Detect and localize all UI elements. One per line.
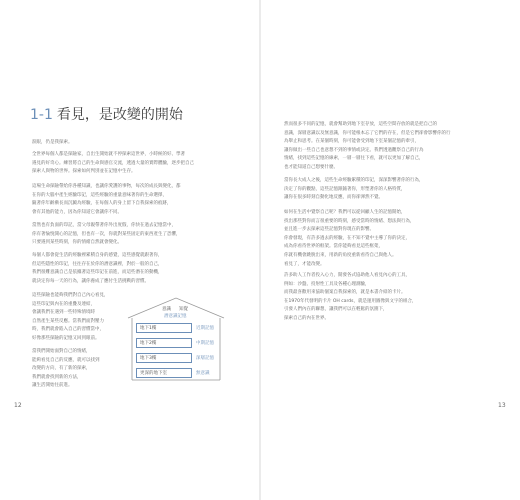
text-line: 但這些隱性的印記，往往存在於你的潛意識裡，對於一般的自己， (32, 261, 163, 267)
text-line: 為舉止和思考。在某個時刻，你可能會受到地下室某個記憶的牽引， (284, 139, 419, 145)
paragraph (32, 348, 120, 391)
text-line: 淚眼，仍是我探索。 (32, 140, 73, 145)
text-line: 改變的方向，有了新的探索， (32, 366, 91, 372)
text-line: 能夠看見自己的反應，就可以找到 (32, 357, 100, 363)
text-line: 許多助人工作者投入心力，開發各式協助他人看見內心的工具， (284, 273, 410, 278)
text-line: 自然產生某些反應。當我們面對壓力 (32, 318, 104, 324)
text-line: 會讓我們在遇到一些特殊情境時 (32, 310, 95, 316)
text-line: 就決定你每一天的行為，讓你養成了應付生活挑戰的習慣。 (32, 278, 149, 284)
floor-label: 地下1樓 (140, 326, 157, 331)
memory-house-diagram (124, 296, 228, 382)
text-line: 讓生活開始往前進。 (32, 383, 73, 389)
text-line: 當你長大成人之後，這些生命經驗累積的印記，深深影響著你的行為， (284, 178, 424, 183)
text-line: 我們就會找到新的方法， (32, 374, 82, 380)
text-line: 這些印記與內在的重疊及連結， (32, 301, 95, 307)
floor-box-3 (136, 353, 192, 363)
text-line: 只要遇到某些時刻，你的情緒自然就會變化。 (32, 240, 122, 246)
text-line: 時，我們就會陷入自己的習慣當中， (32, 327, 104, 333)
text-line: 當然也有負面的印記，當父母親帶著你外出度假，你快在過去記憶當中， (32, 223, 176, 228)
floor-tag: 近期記憶 (196, 326, 214, 331)
text-line: 當我們開始面對自己的情緒， (32, 349, 91, 354)
paragraph (32, 292, 120, 344)
text-line: 找出那些對你而言很重要的時刻，感受當時的情緒、想法與行為， (284, 218, 415, 224)
paragraph (32, 151, 232, 177)
paragraph (32, 183, 232, 217)
floor-tag: 無意識 (196, 371, 210, 376)
paragraph (284, 177, 490, 203)
text-line: 探索自己的內在世界。 (284, 315, 329, 321)
text-line: 在1970年代發明的卡片 OH cards，就是運用圖像與文字的組合， (284, 298, 417, 304)
text-line: 每個人都會從生活的經驗裡累積自身的感覺，這些感覺就跟著你， (32, 253, 163, 258)
floor-label: 地下2樓 (140, 341, 157, 346)
text-line: 這些探險也能夠我們對自己內心看見， (32, 293, 109, 298)
text-line: 探索人與物的世界。探索如何判別並在記憶中生存。 (32, 169, 136, 175)
text-line: 你就有機會跳脫出來，用新的角度重新看待自己與他人。 (284, 252, 397, 258)
text-line: 你會發現，有許多過去的經驗，在不知不覺中主導了你的決定， (284, 235, 410, 241)
text-line: 例如：沙盤、投射性工具及各種心理測驗， (284, 281, 370, 287)
roof-label: 知覺 (179, 307, 188, 312)
text-line: 你有著愉悅開心的記憶，但也有一次，你就對某些固定的東西產生了恐懼， (32, 231, 181, 237)
text-line: 遇見的好奇心。練習將自己的生命與感官交流，透過大量的實際體驗，逐步把自己 (32, 160, 194, 166)
text-line: 而我最喜歡用來協助個案自我探索的，就是本書介紹的卡片。 (284, 290, 406, 296)
text-line: 看見了，才能改變。 (284, 261, 325, 267)
diagram-header: 潛意識記憶 (164, 314, 187, 319)
chapter-heading: 看見，是改變的開始 (56, 107, 183, 123)
floor-box-4 (136, 368, 192, 378)
text-line: 在你的大腦中產生經驗印記，這些經驗的重量意味著你的生命選擇， (32, 192, 167, 198)
text-line: 讓你在很多時刻自動化地反應，而你卻渾然不覺。 (284, 195, 383, 201)
text-line: 成為你看待世界的框架。當你能夠看見這些框架， (284, 244, 383, 250)
floor-label: 更深的地下室 (140, 371, 167, 376)
text-line: 情緒，找到這些記憶的線索，一層一層往下看，就可以更加了解自己， (284, 156, 424, 162)
text-line: 這場生命探險帶給你各種知識，也讓你愛護的事物，每次的成長與變化，都 (32, 184, 181, 189)
paragraph (284, 209, 490, 269)
text-line: 好像那些探險的記憶又回到眼前。 (32, 335, 100, 341)
right-page (260, 0, 520, 500)
floor-box-1 (136, 323, 192, 333)
paragraph (32, 139, 232, 148)
text-line: 全世界每個人都是探險家，自出生開始就不停探索這世界，小時候的好、學著 (32, 152, 185, 157)
paragraph (284, 121, 490, 173)
chapter-number: 1-1 (30, 107, 53, 123)
roof-label: 意識 (162, 307, 171, 312)
floor-tag: 深層記憶 (196, 356, 214, 361)
text-line: 會有其他的能力，因為你知道它會讓你不同。 (32, 209, 122, 215)
floor-tag: 中期記憶 (196, 341, 214, 346)
page-number-right: 13 (498, 402, 506, 409)
paragraph (284, 272, 490, 324)
chapter-title (30, 104, 183, 124)
text-line: 我們很難意識自己是依據著這些印記在前進，而這些潛在的動機， (32, 270, 163, 276)
page-number-left: 12 (14, 402, 22, 409)
text-line: 如何在生活中覺察自己呢？我們可以從回顧人生的記憶開始， (284, 210, 406, 215)
paragraph (32, 252, 232, 286)
paragraph (32, 222, 232, 248)
text-line: 隨著你年齡漸長而沉澱為經驗，在每個人的身上留下自我探索的痕跡， (32, 201, 172, 207)
floor-box-2 (136, 338, 192, 348)
floor-label: 地下3樓 (140, 356, 157, 361)
text-line: 決定了你的觀點，這些記憶跟隨著你，形塑著你的人格特質， (284, 186, 406, 192)
text-line: 也才能知道自己想要什麼。 (284, 164, 338, 170)
text-line: 讓你做出一些自己也意想不到的事情或決定。我們透過觀察自己的行為 (284, 147, 424, 153)
text-line: 然而很多不同的記憶，就會幫助到地下室存放，這些空間存放的就是把自己的 (284, 122, 437, 127)
text-line: 引發人們內在的聯想，讓我們可以在輕鬆的氛圍下， (284, 307, 388, 313)
text-line: 並且進一步去探索這些記憶對你現在的影響。 (284, 227, 374, 233)
text-line: 意識，深層意識以及無意識，你可能根本忘了它們的存在，但是它們卻會影響你的行 (284, 130, 451, 136)
